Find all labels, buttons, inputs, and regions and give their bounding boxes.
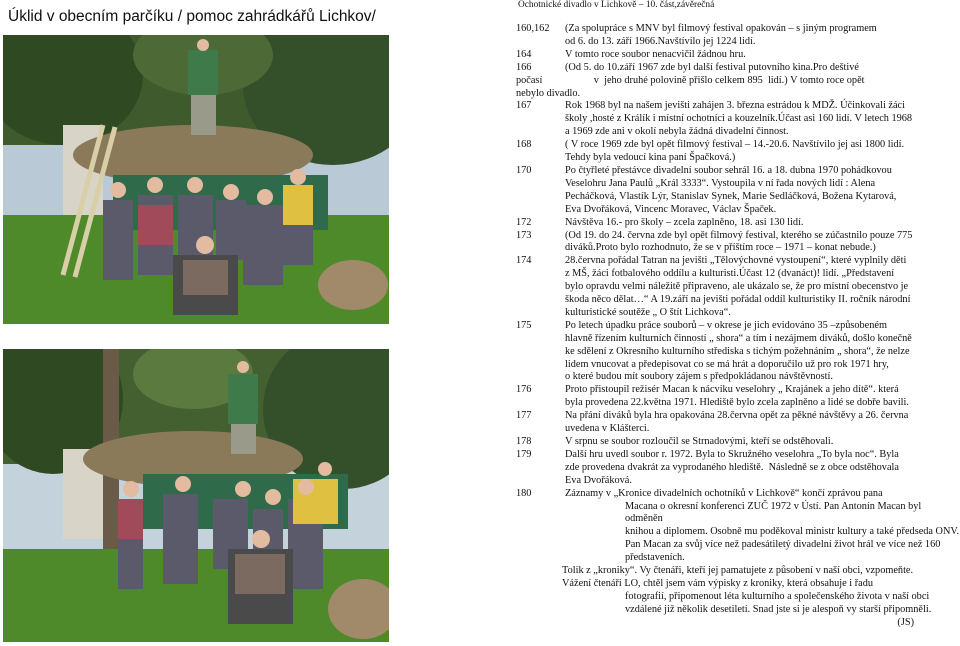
entry-text: (Od 19. do 24. června zde byl opět filmový festival, kterého se zúčastnilo pouze 775 <box>565 229 913 241</box>
entry-text: Na přání diváků byla hra opakována 28.června opět za pěkné návštěvy a 26. června <box>565 410 909 422</box>
entry-number <box>516 475 565 488</box>
entry-line <box>516 371 960 384</box>
entry-text: nebylo divadlo. <box>516 87 581 99</box>
entry-180-line: Macana o okresní konferenci ZUČ 1972 v Ústí. Pan Antonín Macan byl odměněn <box>625 500 922 525</box>
entry-number <box>516 268 565 281</box>
entry-number <box>516 152 565 165</box>
entry-line <box>516 475 960 488</box>
entry-text: lidem vnucovat a předepisovat co se má hrát a doporučilo už pro rok 1971 hry, <box>565 358 889 370</box>
photo-garden-cleanup-2 <box>3 349 389 642</box>
entry-text: Po čtyřleté přestávce divadelní soubor sehrál 16. a 18. dubna 1970 pohádkovou <box>565 164 892 176</box>
entry-number: 180 <box>516 487 532 499</box>
entry-number <box>516 242 565 255</box>
entry-line <box>516 165 960 178</box>
entry-number <box>516 113 565 126</box>
entry-number: 176 <box>516 384 532 396</box>
entry-number <box>516 371 565 384</box>
entry-text: počasí v jeho druhé polovině přišlo celkem 895 lidí.) V tomto roce opět <box>516 74 865 86</box>
entry-text: (Za spolupráce s MNV byl filmový festival opakován – s jiným programem <box>565 23 877 34</box>
entry-text: 28.června pořádal Tatran na jevišti „Tělovýchovné vystoupení“, které vyplnily děti <box>565 255 907 267</box>
entry-text: V tomto roce soubor nenacvičil žádnou hru. <box>565 48 746 60</box>
entry-text: diváků.Proto bylo rozhodnuto, že se v příštím roce – 1971 – konat nebude.) <box>565 242 876 254</box>
entry-text: Rok 1968 byl na našem jevišti zahájen 3. března estrádou k MDŽ. Účinkovali žáci <box>565 100 905 112</box>
entry-line <box>516 397 960 410</box>
entry-line <box>516 23 960 36</box>
entry-text: a 1969 zde ani v okolí nebyla žádná divadelní činnost. <box>565 126 789 138</box>
entry-text: Záznamy v „Kronice divadelních ochotníků v Lichkově“ končí zprávou pana <box>565 487 883 499</box>
entry-text: Eva Dvořáková, Vincenc Moravec, Václav Špaček. <box>565 203 777 215</box>
entry-line <box>516 152 960 165</box>
entry-number: 167 <box>516 100 532 112</box>
entry-text: ( V roce 1969 zde byl opět filmový festival – 14.-20.6. Navštívilo jej asi 1800 lidí. <box>565 139 905 151</box>
entry-number: 177 <box>516 410 532 422</box>
entry-line <box>516 191 960 204</box>
garden-photo-image-1 <box>3 35 389 324</box>
entry-text: V srpnu se soubor rozloučil se Strnadovými, kteří se odstěhovali. <box>565 436 834 447</box>
entry-line <box>516 281 960 294</box>
entry-line <box>516 268 960 281</box>
entry-180-line: Pan Macan za svůj více než padesátiletý divadelní život hrál ve více než 160 <box>625 539 941 551</box>
entry-number: 173 <box>516 229 532 241</box>
entry-text: Proto přistoupil režisér Macan k nácviku veselohry „ Krajánek a jeho dítě“. která <box>565 384 899 396</box>
entry-line <box>516 100 960 113</box>
entry-text: Po letech úpadku práce souborů – v okrese je jich evidováno 35 –způsobeném <box>565 319 887 331</box>
entry-line <box>516 49 960 62</box>
entry-line <box>516 88 960 101</box>
entry-line <box>516 410 960 423</box>
entry-text: kulturistické soutěže „ O štít Lichkova“. <box>565 306 731 318</box>
chronicle-text <box>516 0 960 630</box>
entry-number <box>516 307 565 320</box>
entry-text: hlavně řízením kulturních činností „ shora“ a tím i nezájmem diváků, došlo konečně <box>565 332 912 344</box>
entry-number: 174 <box>516 255 532 267</box>
entry-line <box>516 242 960 255</box>
entry-number <box>516 281 565 294</box>
entry-number <box>516 346 565 359</box>
entry-text: Další hru uvedl soubor r. 1972. Byla to Skružného veselohra „To byla noc“. Byla <box>565 448 899 460</box>
page-title: Úklid v obecním parčíku / pomoc zahrádkářů Lichkov/ <box>8 8 376 25</box>
closing-indent-line: fotografií, připomenout léta kulturního a společenského života v naší obci <box>625 590 930 602</box>
entry-text: Návštěva 16.- pro školy – zcela zaplněno, 18. asi 130 lidí. <box>565 216 804 228</box>
entry-number: 166 <box>516 61 532 73</box>
entry-line <box>516 204 960 217</box>
photo-garden-cleanup-1 <box>3 35 389 324</box>
entry-line <box>516 126 960 139</box>
entry-line <box>516 294 960 307</box>
closing-continuation <box>516 591 960 617</box>
entry-number <box>516 359 565 372</box>
entry-number <box>516 191 565 204</box>
entry-number: 178 <box>516 436 532 447</box>
entry-line <box>516 307 960 320</box>
entry-line <box>516 255 960 268</box>
entry-text: byla provedena 22.května 1971. Hlediště bylo zcela zaplněno a lidé se dobře bavili. <box>565 397 909 409</box>
entry-number <box>516 36 565 49</box>
garden-photo-image-2 <box>3 349 389 642</box>
entry-line <box>516 384 960 397</box>
entry-text: uvedena v Klášterci. <box>565 423 650 435</box>
article-header: Ochotnické divadlo v Lichkově – 10. část,závěrečná <box>518 0 715 10</box>
entry-number: 160,162 <box>516 23 550 34</box>
entry-line <box>516 346 960 359</box>
entry-text: Eva Dvořáková. <box>565 474 632 486</box>
entry-text: škoda něco dělat…“ A 19.září na jevišti pořádal oddíl kulturistiky II. ročník národní <box>565 294 911 306</box>
entry-number: 170 <box>516 164 532 176</box>
entry-text: Veselohru Jana Paulů „Král 3333“. Vystoupila v ní řada nových lidí : Alena <box>565 177 876 189</box>
entry-180-line: představeních. <box>625 552 685 564</box>
entry-text: Pecháčková, Vlastík Lýr, Stanislav Synek, Marie Sedláčková, Božena Kytarová, <box>565 190 897 202</box>
entry-text: z MŠ, žáci fotbalového oddílu a kulturisti.Účast 12 (dvanáct)! lidí. „Představení <box>565 268 895 280</box>
entry-number: 168 <box>516 139 532 151</box>
entry-text: o které budou mít soubory zájem s předpokládanou návštěvností. <box>565 371 833 383</box>
entry-number: 172 <box>516 216 532 228</box>
entry-line <box>516 75 960 88</box>
entry-number <box>516 423 565 436</box>
entry-line <box>516 178 960 191</box>
entry-line <box>516 462 960 475</box>
entry-number <box>516 462 565 475</box>
chronicle-entries <box>516 23 960 501</box>
entry-text: zde provedena dvakrát za vyprodaného hlediště. Následně se z obce odstěhovala <box>565 461 899 473</box>
entry-line <box>516 62 960 75</box>
entry-number <box>516 178 565 191</box>
entry-number <box>516 204 565 217</box>
entry-line <box>516 113 960 126</box>
entry-line <box>516 230 960 243</box>
entry-number: 179 <box>516 448 532 460</box>
entry-line <box>516 139 960 152</box>
entry-number <box>516 397 565 410</box>
entry-text: Tehdy byla vedoucí kina paní Špačková.) <box>565 152 736 164</box>
entry-line <box>516 320 960 333</box>
entry-number <box>516 126 565 139</box>
entry-line <box>516 488 960 501</box>
entry-text: bylo opravdu velmi náležitě připraveno, ale ukázalo se, že pro místní obecenstvo je <box>565 281 909 293</box>
closing-indent-line: vzdálené již několik desetiletí. Snad jste si je alespoň vy starší připomněli. <box>625 603 932 615</box>
closing-line-1: Tolik z „kroniky“. Vy čtenáři, kteří jej pamatujete z působení v naší obci, vzpomeňte. <box>562 565 914 577</box>
entry-line <box>516 423 960 436</box>
entry-line <box>516 359 960 372</box>
entry-line <box>516 436 960 449</box>
entry-text: od 6. do 13. září 1966.Navštívilo jej 1224 lidí. <box>565 35 756 47</box>
entry-line <box>516 36 960 49</box>
entry-line <box>516 217 960 230</box>
entry-text: ke sdělení z Okresního kulturního střediska s tichým požehnáním „ shora“, že nelze <box>565 345 910 357</box>
entry-180-line: knihou a diplomem. Osobně mu poděkoval ministr kultury a také předseda ONV. <box>625 526 960 538</box>
entry-number <box>516 294 565 307</box>
closing-line-2: Vážení čtenáři LO, chtěl jsem vám výpisky z kroniky, která obsahuje i řadu <box>562 577 873 589</box>
entry-180-continuation <box>516 501 960 566</box>
entry-number: 175 <box>516 319 532 331</box>
entry-number <box>516 333 565 346</box>
entry-text: (Od 5. do 10.září 1967 zde byl další festival putovního kina.Pro deštivé <box>565 61 859 73</box>
signature: (JS) <box>897 616 914 628</box>
entry-text: školy ,hosté z Králík i místní ochotníci a kouzelník.Účast asi 160 lidí. V letech 1968 <box>565 113 913 125</box>
entry-line <box>516 449 960 462</box>
entry-line <box>516 333 960 346</box>
entry-number: 164 <box>516 48 532 60</box>
